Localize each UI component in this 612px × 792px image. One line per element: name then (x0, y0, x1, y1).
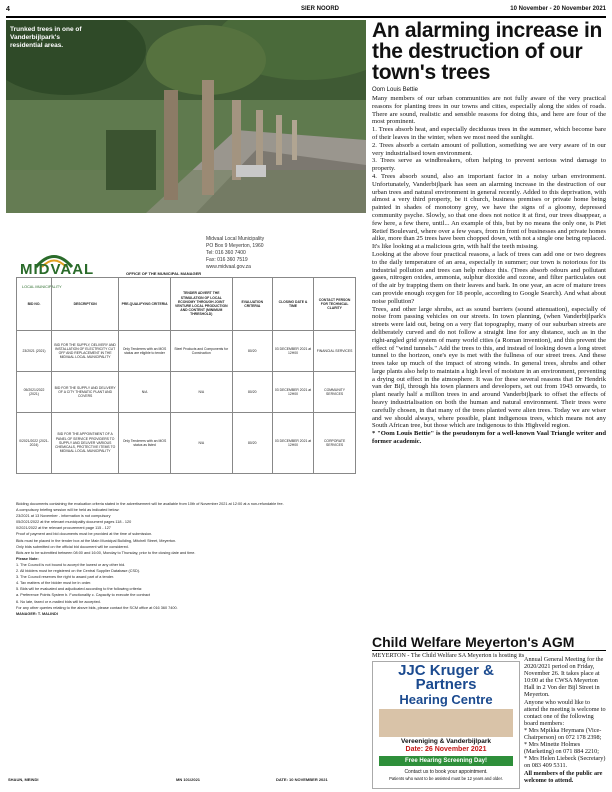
table-cell: BID FOR THE APPOINTMENT OF A PANEL OF SERVICE PROVIDERS TO SUPPLY AND DELIVER VARIOUS CHEMICALS, PROTECTIVE ITEMS TO MIDVAAL LOCAL MUNICIPALITY (52, 413, 119, 474)
table-cell: 03 DECEMBER 2021 at 12H00 (272, 372, 313, 413)
subarticle-paragraph: * Mrs Helen Liebeck (Secretary) on 083 409 5311. (524, 755, 606, 770)
table-row (17, 331, 356, 372)
issue-date: 10 November - 20 November 2021 (510, 6, 606, 12)
table-cell: Only Tenderers with an MOS status as listed (119, 413, 171, 474)
notice-line: 05/2021/2022 at the relevant municipality document pages 118 - 120 (16, 520, 132, 525)
table-cell: BID FOR THE SUPPLY, DELIVERY AND INSTALLATION OF ELECTRICITY CUT OFF AND REPLACEMENT IN THE MIDVAAL LOCAL MUNICIPALITY (52, 331, 119, 372)
notice-line: For any other queries relating to the above bids, please contact the SCM office at 016 360 7400. (16, 605, 178, 610)
page-number: 4 (6, 6, 10, 13)
table-row (17, 372, 356, 413)
col-header: CONTACT PERSON FOR TECHNICAL CLARITY (314, 278, 356, 331)
article-body (372, 95, 606, 446)
article-column (372, 20, 606, 446)
street-trees-photo (6, 20, 366, 213)
subarticle-lead: MEYERTON - The Child Welfare SA Meyerton is hosting its (372, 652, 525, 659)
publication-name: SIER NOORD (301, 6, 340, 12)
office-title: OFFICE OF THE MUNICIPAL MANAGER (126, 271, 202, 276)
notice-line: a. Preference Points System b. Functionality c. Capacity to execute the contract (16, 593, 151, 598)
subarticle-paragraph: * Mrs Mpikka Heymans (Vice-Chairperson) on 072 178 2398; (524, 726, 602, 742)
notice-line: 23/2021 at 13 November - information is not compulsory (16, 514, 111, 519)
table-cell: Only Tenderers with an MOS status are eligible to tender (119, 331, 171, 372)
advert-title: JJC Kruger & Partners (398, 662, 494, 693)
table-cell: 03 DECEMBER 2021 at 12H00 (272, 413, 313, 474)
table-cell: CORPORATE SERVICES (314, 413, 356, 474)
article-paragraph: Trees, and other large shrubs, act as sound barriers (sound attenuation), especially of noise from passing vehicles on our streets. In town planning, (when Vanderbijlpark's streets were laid out, being on a very flat topography, many of our suburban streets are deliberately curved and do not follow a straight line for any distance, such as in the right-angled grid system of many world cities (a Roman invention), and this prevent the effect of "wind tunnels." Add the trees to this, and instead of looking down a long street tunnel to the horizon, one's eye is met with the fullness of our street trees. And these trees take up much of the impact of strong winds. In general trees, shrubs and other large plants also help to maintain a high level of moisture in an environment, preventing a drying out effect in the atmosphere. It was for these several reasons that Dr Hendrik van der Bijl, through his town planners and developers, set out from 1943 onwards, to plant nearly half a million trees in and around Vanderbijlpark to offset the effects of heavy industrialisation on both the human and natural environment. Their trees were carefully chosen, in that many of the trees planted were alien trees. Today we are wiser and we should always, where possible, plant indigenous trees, which means not any South African tree, but those which are indigenous to this Highveld region. (372, 305, 606, 430)
notice-line: 4. Tax matters of the bidder must be in order. (16, 581, 92, 586)
address-line: Fax: 016 360 7519 (206, 257, 248, 263)
article-paragraph: 1. Trees absorb heat, and especially deciduous trees in the summer, which become bare of their leaves in the winter, when we most need the sunlight. (372, 126, 606, 141)
footer-signatory: SHAUN, MEINDI (8, 777, 39, 782)
table-cell: N/A (119, 372, 171, 413)
col-header: DESCRIPTION (52, 278, 119, 331)
article-footnote: * "Oom Louis Bettie" is the pseudonym for a well-known Vaal Triangle writer and former academic. (372, 430, 606, 446)
advert-photo (379, 709, 513, 737)
tender-table (16, 277, 356, 474)
address-line: Midvaal Local Municipality (206, 236, 265, 242)
notice-line: Bids are to be submitted between 08:00 and 16:00, Monday to Thursday, prior to the closing date and time. (16, 550, 196, 555)
subarticle-paragraph: Anyone who would like to attend the meeting is welcome to contact one of the following board members: (524, 698, 606, 727)
subarticle-paragraph: Annual General Meeting for the 2020/2021 period on Friday, November 26. It takes place at 10:00 at the CWSA Meyerton Hall in 2 Von der Bijl Street in Meyerton. (524, 656, 604, 699)
table-cell: COMMUNITY SERVICES (314, 372, 356, 413)
advert-location: Vereeniging & Vanderbijlpark (401, 738, 491, 745)
article-paragraph: 2. Trees absorb a certain amount of pollution, something we are very aware of in our very industrialised town environment. (372, 141, 606, 157)
table-cell: 03 DECEMBER 2021 at 12H00 (272, 331, 313, 372)
notice-line: Only bids submitted on the official bid document will be considered. (16, 544, 129, 549)
footer-notice-number: MN 101/2021 (176, 777, 201, 782)
logo-subtitle: LOCAL MUNICIPALITY (22, 285, 62, 289)
notice-line: 5. Bids will be evaluated and adjudicated according to the following criteria: (16, 587, 143, 592)
subarticle-paragraph: All members of the public are welcome to attend. (524, 769, 603, 784)
advert-banner: Free Hearing Screening Day! (379, 756, 513, 766)
notice-line: 1. The Council is not bound to accept the lowest or any other bid. (16, 562, 126, 567)
table-cell: Steel Products and Components for Construction (170, 331, 232, 372)
article-paragraph: 4. Trees absorb sound, also an important factor in a noisy urban environment. Unfortunately, Vanderbijlpark has seen an alarming increase in the destruction of our urban trees and natural environment in general recently. Added to this deprivation, with almost a very third property, be it church, business premises or private home being painted in shades of monotony grey, we have the signs of a gloomy, depressed community psyche. Slowly, so that one does not notice it at first, our trees disappear, a few here, a few there, until... An example of this, but by no means the only one, is Piet Retief Boulevard, where over a few years, from in front of businesses and private homes alike, more than 25 trees have been chopped down, with not a single one being replaced. It's like looking at a malicious grin, with half the teeth missing. (372, 172, 606, 251)
subarticle-body (524, 656, 606, 784)
advert-fine-print: Patients who want to be assisted must be 12 years and older. (389, 776, 503, 781)
footer-date: DATE: 10 NOVEMBER 2021 (276, 777, 328, 782)
table-header-row (17, 278, 356, 331)
table-cell: 80/20 (232, 372, 272, 413)
subarticle-title: Child Welfare Meyerton's AGM (372, 634, 575, 650)
address-line: Tel: 016 360 7400 (206, 250, 246, 256)
municipality-address (206, 236, 316, 271)
address-line: PO Box 9 Meyerton, 1960 (206, 243, 264, 249)
table-cell: 23/2021 (2021) (17, 331, 52, 372)
article-paragraph: Many members of our urban communities are not fully aware of the very practical reasons for planting trees in our towns and cities, especially along the sides of roads. There are sound, realistic and sensible reasons for doing this, and here are four of the most prominent. (372, 95, 606, 126)
article-headline: An alarming increase in the destruction of our town's trees (372, 19, 603, 84)
notice-line: A compulsory briefing session will be held as indicated below: (16, 508, 120, 513)
article-paragraph: 3. Trees serve as windbreakers, often helping to prevent serious wind damage to property. (372, 157, 606, 173)
notice-line: Please Note: (16, 556, 39, 561)
municipal-tender-notice (6, 214, 366, 782)
article-paragraph: Looking at the above four practical reasons, a lack of trees can add one or two degrees to the daily temperature of an area, especially in summer; our town is notorious for its industrial pollution and trees can help reduce this. (Trees absorb odours and pollutant gases, nitrogen oxides, ammonia, sulphur dioxide and ozone, and filter particulates out of the air by trapping them on their leaves and bark. In one year, an acre of mature trees can provide enough oxygen for 18 people, according to Google Search). And what about noise pollution? (372, 250, 606, 305)
col-header: TENDER ADVERT THE STIMULATION OF LOCAL ECONOMY THROUGH JOINT VENTURE LOCAL PRODUCTION AND CONTENT (MINIMUM THRESHOLD) (170, 278, 232, 331)
col-header: PRE-QUALIFYING CRITERIA (119, 278, 171, 331)
table-cell: N/A (170, 413, 232, 474)
table-cell: FINANCIAL SERVICES (314, 331, 356, 372)
table-cell: N/A (170, 372, 232, 413)
table-cell: 05/2021/2022 (2021) (17, 372, 52, 413)
photo-caption: Trunked trees in one of Vanderbijlpark's residential areas. (10, 26, 82, 49)
advert-contact: Contact us to book your appointment. (404, 769, 488, 775)
notice-line: Proof of payment and bid documents must be provided at the time of submission. (16, 532, 153, 537)
table-cell: 80/20 (232, 413, 272, 474)
notice-line: MANAGER: T. MALINDI (16, 611, 58, 616)
notice-line: 6. No late, faxed or e-mailed bids will be accepted. (16, 599, 101, 604)
logo-wordmark: MIDVAAL (20, 261, 95, 278)
notice-line: 0/2021/2022 at the relevant procurement page 115 - 127 (16, 526, 111, 531)
col-header: BID NO. (17, 278, 52, 331)
subarticle-rule (372, 650, 606, 651)
table-row (17, 413, 356, 474)
address-line: www.midvaal.gov.za (206, 264, 251, 270)
notice-line: 3. The Council reserves the right to award part of a tender. (16, 575, 115, 580)
hearing-centre-advert (372, 661, 520, 789)
table-cell: 0/2021/2022 (2021-2024) (17, 413, 52, 474)
notice-line: Bids must be placed in the tender box at the Main Municipal Building, Mitchell Street, Meyerton. (16, 538, 177, 543)
notice-body (16, 502, 356, 618)
col-header: CLOSING DATE & TIME (272, 278, 313, 331)
col-header: EVALUATION CRITERIA (232, 278, 272, 331)
article-byline: Oom Louis Bettie (372, 87, 419, 93)
notice-line: Bidding documents containing the evaluation criteria stated in the advertisement will be available from 10th of November 2021 at 12:00 at a non-refundable fee. (16, 502, 284, 506)
table-cell: 80/20 (232, 331, 272, 372)
notice-line: 2. All bidders must be registered on the Central Supplier Database (CSD). (16, 569, 141, 574)
subarticle-paragraph: * Mrs Minette Holmes (Marketing) on 071 884 2210; (524, 741, 599, 756)
notice-footer (6, 776, 366, 784)
header-rule (6, 16, 606, 18)
table-cell: BID FOR THE SUPPLY AND DELIVERY OF A CITY THEMATIC PLANT AND COVERS (52, 372, 119, 413)
advert-date: Date: 26 November 2021 (405, 746, 487, 753)
advert-subtitle: Hearing Centre (399, 692, 493, 707)
